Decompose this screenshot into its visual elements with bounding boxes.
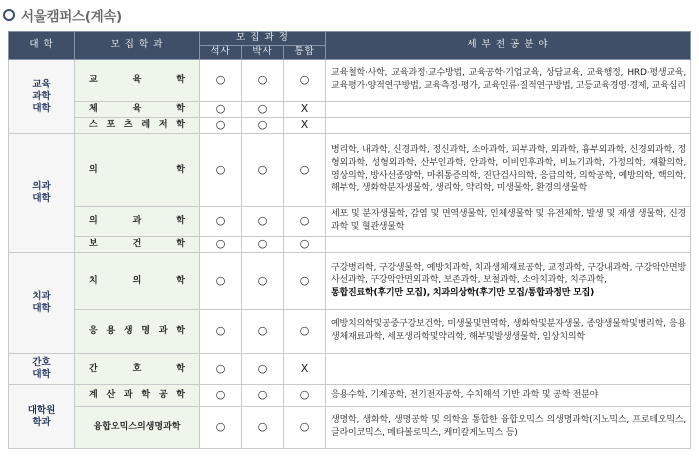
masters-cell: ○ [200, 310, 242, 354]
table-row [9, 118, 691, 134]
masters-cell: ○ [200, 60, 242, 102]
integrated-cell: ○ [284, 237, 326, 253]
integrated-cell: ○ [284, 207, 326, 237]
table-row [9, 354, 691, 385]
department-cell [75, 237, 200, 253]
header-masters: 석사 [200, 46, 242, 60]
integrated-cell: ○ [284, 60, 326, 102]
doctoral-cell: ○ [242, 253, 284, 310]
header-details: 세 부 전 공 분 야 [326, 32, 691, 60]
integrated-cell: X [284, 118, 326, 134]
doctoral-cell: ○ [242, 207, 284, 237]
department-name: 간 호 학 [89, 363, 185, 374]
department-cell [75, 102, 200, 118]
masters-cell: ○ [200, 407, 242, 449]
masters-cell: ○ [200, 354, 242, 385]
department-name: 계 산 과 학 공 학 [89, 390, 185, 401]
circle-bullet-icon [3, 9, 15, 21]
integrated-cell: X [284, 102, 326, 118]
header-college: 대 학 [9, 32, 75, 60]
doctoral-cell: ○ [242, 134, 284, 207]
doctoral-cell: ○ [242, 237, 284, 253]
department-cell [75, 310, 200, 354]
college-cell: 대학원 학과 [9, 385, 75, 449]
department-name: 스 포 츠 레 저 학 [89, 120, 185, 131]
masters-cell: ○ [200, 385, 242, 407]
header-program: 모 집 과 정 [200, 32, 326, 46]
header-doctoral: 박사 [242, 46, 284, 60]
doctoral-cell: ○ [242, 60, 284, 102]
doctoral-cell: ○ [242, 118, 284, 134]
masters-cell: ○ [200, 253, 242, 310]
details-cell [326, 102, 691, 118]
department-name: 교 육 학 [89, 75, 185, 86]
department-cell [75, 134, 200, 207]
integrated-cell: ○ [284, 385, 326, 407]
details-cell: 생명학, 생화학, 생명공학 및 의학을 통합한 융합오믹스 의생명과학(지노믹스, 프로테오믹스, 글라이코믹스, 메타볼로믹스, 케미칼게노믹스 등) [326, 407, 691, 449]
doctoral-cell: ○ [242, 310, 284, 354]
integrated-cell: ○ [284, 310, 326, 354]
department-cell [75, 253, 200, 310]
department-name: 응 용 생 명 과 학 [89, 326, 185, 337]
masters-cell: ○ [200, 118, 242, 134]
doctoral-cell: ○ [242, 354, 284, 385]
doctoral-cell: ○ [242, 102, 284, 118]
details-cell: 교육철학·사학, 교육과정·교수방법, 교육공학·기업교육, 상담교육, 교육행정, HRD·평생교육, 교육평가·양적연구방법, 교육측정·평가, 교육인류·질적연구방법, 고등교육경영·경제, 교육심리 [326, 60, 691, 102]
department-cell [75, 60, 200, 102]
table-row [9, 134, 691, 207]
details-cell: 예방치의학및공중구강보건학, 미생물및면역학, 생화학및분자생물, 종양생물학및병리학, 응용생체재료과학, 세포생리학및약리학, 해부및발생생물학, 임상치의학 [326, 310, 691, 354]
masters-cell: ○ [200, 134, 242, 207]
department-name: 의 과 학 [89, 216, 185, 227]
integrated-cell: X [284, 354, 326, 385]
department-cell: 융합오믹스의생명과학 [75, 407, 200, 449]
header-department: 모 집 학 과 [75, 32, 200, 60]
masters-cell: ○ [200, 237, 242, 253]
department-cell [75, 354, 200, 385]
college-cell: 의과 대학 [9, 134, 75, 253]
table-row [9, 207, 691, 237]
college-cell: 교육 과학 대학 [9, 60, 75, 134]
department-cell [75, 207, 200, 237]
department-cell [75, 118, 200, 134]
integrated-cell: ○ [284, 134, 326, 207]
details-text: 구강병리학, 구강생물학, 예방치과학, 치과생체재료공학, 교정과학, 구강내과학, 구강악안면방사선과학, 구강악안면외과학, 보존과학, 보철과학, 소아치과학, 치주과학, [331, 262, 687, 286]
table-row [9, 385, 691, 407]
details-bold-text: 통합진료학(후기만 모집), 치과의상학(후기만 모집/통합과정만 모집) [331, 287, 595, 298]
department-name: 치 의 학 [89, 275, 185, 286]
details-cell: 세포 및 분자생물학, 감염 및 면역생물학, 인체생물학 및 유전체학, 발생 및 재생 생물학, 신경과학 및 혈관생물학 [326, 207, 691, 237]
section-title-text: 서울캠퍼스(계속) [21, 9, 122, 25]
details-cell [326, 253, 691, 310]
department-name: 보 건 학 [89, 239, 185, 250]
table-row [9, 253, 691, 310]
details-cell: 응용수학, 기계공학, 전기전자공학, 수치해석 기반 과학 및 공학 전분야 [326, 385, 691, 407]
masters-cell: ○ [200, 102, 242, 118]
table-row [9, 310, 691, 354]
masters-cell: ○ [200, 207, 242, 237]
program-table [8, 31, 691, 449]
table-row [9, 60, 691, 102]
doctoral-cell: ○ [242, 407, 284, 449]
doctoral-cell: ○ [242, 385, 284, 407]
integrated-cell: ○ [284, 253, 326, 310]
table-header [9, 32, 691, 60]
college-cell: 간호 대학 [9, 354, 75, 385]
details-cell [326, 237, 691, 253]
details-cell: 병리학, 내과학, 신경과학, 정신과학, 소아과학, 피부과학, 외과학, 흉부외과학, 신경외과학, 정형외과학, 성형외과학, 산부인과학, 안과학, 이비인후과학, 비뇨기과학, 가정의학, 재활의학, 영상의학, 방사선종양학, 마취통증의학, 진단검사의학, 응급의학, 의학공학, 예방의학, 핵의학, 해부학, 생화학분자생물학, 생리학, 약리학, 미생물학, 환경의생물학 [326, 134, 691, 207]
header-integrated: 통합 [284, 46, 326, 60]
department-name: 체 육 학 [89, 104, 185, 115]
details-cell [326, 118, 691, 134]
integrated-cell: ○ [284, 407, 326, 449]
table-row [9, 407, 691, 449]
details-cell [326, 354, 691, 385]
department-cell [75, 385, 200, 407]
section-title [3, 4, 122, 26]
college-cell: 치과 대학 [9, 253, 75, 354]
table-row [9, 102, 691, 118]
department-name: 의 학 [89, 164, 185, 175]
table-row [9, 237, 691, 253]
